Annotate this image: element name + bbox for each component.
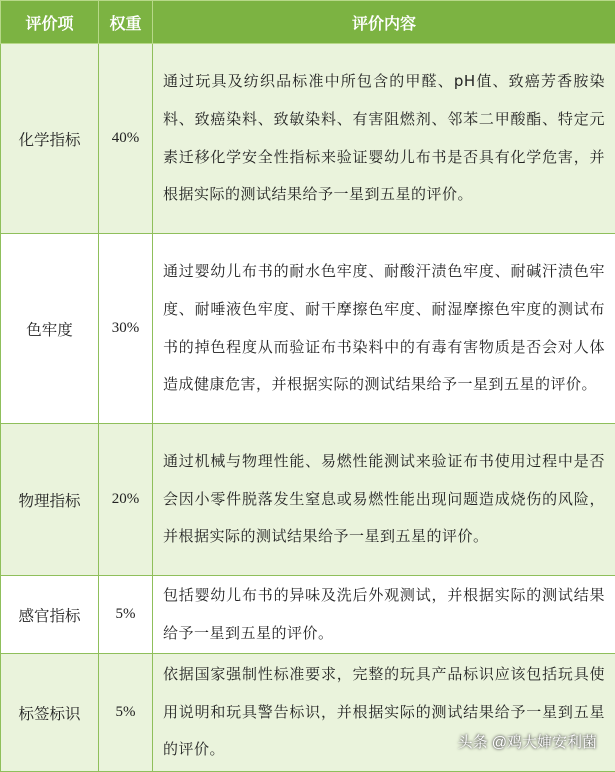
row-weight: 30%: [99, 234, 153, 424]
row-item: 化学指标: [1, 44, 99, 234]
table-row: [1, 654, 615, 772]
table-row: [1, 576, 615, 654]
row-weight: 40%: [99, 44, 153, 234]
row-weight: 5%: [99, 654, 153, 772]
row-content: 通过机械与物理性能、易燃性能测试来验证布书使用过程中是否会因小零件脱落发生窒息或易燃性能出现问题造成烧伤的风险，并根据实际的测试结果给予一星到五星的评价。: [153, 424, 615, 576]
table-row: [1, 44, 615, 234]
header-content: 评价内容: [153, 1, 615, 44]
header-weight: 权重: [99, 1, 153, 44]
row-content: 通过玩具及纺织品标准中所包含的甲醛、pH值、致癌芳香胺染料、致癌染料、致敏染料、有害阻燃剂、邻苯二甲酸酯、特定元素迁移化学安全性指标来验证婴幼儿布书是否具有化学危害，并根据实际的测试结果给予一星到五星的评价。: [153, 44, 615, 234]
row-item: 色牢度: [1, 234, 99, 424]
row-content: 依据国家强制性标准要求，完整的玩具产品标识应该包括玩具使用说明和玩具警告标识，并根据实际的测试结果给予一星到五星的评价。: [153, 654, 615, 772]
table-header-row: [1, 1, 615, 44]
row-item: 物理指标: [1, 424, 99, 576]
table-row: [1, 424, 615, 576]
row-item: 标签标识: [1, 654, 99, 772]
row-weight: 5%: [99, 576, 153, 654]
watermark-text: 头条 @鸡大婶安利菌: [458, 731, 597, 752]
table-row: [1, 234, 615, 424]
row-content: 包括婴幼儿布书的异味及洗后外观测试，并根据实际的测试结果给予一星到五星的评价。: [153, 576, 615, 654]
row-item: 感官指标: [1, 576, 99, 654]
header-item: 评价项: [1, 1, 99, 44]
row-weight: 20%: [99, 424, 153, 576]
row-content: 通过婴幼儿布书的耐水色牢度、耐酸汗渍色牢度、耐碱汗渍色牢度、耐唾液色牢度、耐干摩擦色牢度、耐湿摩擦色牢度的测试布书的掉色程度从而验证布书染料中的有毒有害物质是否会对人体造成健康危害，并根据实际的测试结果给予一星到五星的评价。: [153, 234, 615, 424]
